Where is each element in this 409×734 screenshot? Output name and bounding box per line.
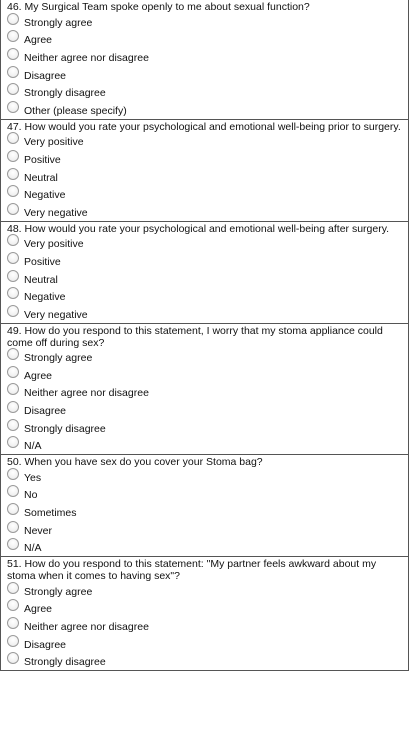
answer-option[interactable] — [1, 419, 408, 437]
radio-button-icon[interactable] — [7, 66, 19, 78]
answer-option[interactable] — [1, 366, 408, 384]
question-text: 49. How do you respond to this statement, I worry that my stoma appliance could come off during sex? — [7, 324, 383, 349]
answer-option-label: Strongly agree — [24, 585, 93, 598]
answer-option-label: Neither agree nor disagree — [24, 387, 149, 400]
question-text: 51. How do you respond to this statement: "My partner feels awkward about my stoma when it comes to having sex"? — [7, 558, 377, 583]
answer-option[interactable] — [1, 617, 408, 635]
answer-option[interactable] — [1, 185, 408, 203]
question-text: 46. My Surgical Team spoke openly to me about sexual function? — [7, 1, 310, 13]
radio-button-icon[interactable] — [7, 366, 19, 378]
radio-button-icon[interactable] — [7, 617, 19, 629]
radio-button-icon[interactable] — [7, 48, 19, 60]
radio-button-icon[interactable] — [7, 13, 19, 25]
answer-option[interactable] — [1, 521, 408, 539]
answer-option-label: Strongly disagree — [24, 87, 106, 100]
answer-option-label: Agree — [24, 603, 53, 616]
answer-option[interactable] — [1, 652, 408, 670]
answer-option-label: Very negative — [24, 308, 88, 321]
answer-option-label: N/A — [24, 440, 42, 453]
answer-option-label: Disagree — [24, 638, 67, 651]
answer-option-label: Agree — [24, 34, 53, 47]
answer-option[interactable] — [1, 168, 408, 186]
radio-button-icon[interactable] — [7, 185, 19, 197]
answer-option-label: Positive — [24, 153, 61, 166]
question-block-47 — [0, 120, 409, 222]
answer-option-label: Agree — [24, 369, 53, 382]
question-block-50 — [0, 455, 409, 557]
answer-option[interactable] — [1, 436, 408, 454]
answer-option-label: Neutral — [24, 171, 58, 184]
answer-option-label: No — [24, 489, 38, 502]
answer-option-label: Disagree — [24, 405, 67, 418]
radio-button-icon[interactable] — [7, 419, 19, 431]
radio-button-icon[interactable] — [7, 168, 19, 180]
answer-option[interactable] — [1, 13, 408, 31]
answer-option[interactable] — [1, 150, 408, 168]
answer-option[interactable] — [1, 305, 408, 323]
radio-button-icon[interactable] — [7, 234, 19, 246]
answer-option[interactable] — [1, 538, 408, 556]
radio-button-icon[interactable] — [7, 287, 19, 299]
radio-button-icon[interactable] — [7, 401, 19, 413]
answer-option[interactable] — [1, 31, 408, 49]
answer-option[interactable] — [1, 270, 408, 288]
answer-option-label: Strongly disagree — [24, 656, 106, 669]
answer-option-label: Positive — [24, 255, 61, 268]
radio-button-icon[interactable] — [7, 348, 19, 360]
answer-option-label: Strongly agree — [24, 16, 93, 29]
answer-option[interactable] — [1, 503, 408, 521]
question-block-46 — [0, 0, 409, 120]
answer-option-label: Very positive — [24, 238, 84, 251]
answer-option-label: Neither agree nor disagree — [24, 621, 149, 634]
answer-option[interactable] — [1, 635, 408, 653]
answer-option[interactable] — [1, 48, 408, 66]
radio-button-icon[interactable] — [7, 599, 19, 611]
radio-button-icon[interactable] — [7, 203, 19, 215]
question-block-49 — [0, 324, 409, 456]
answer-option[interactable] — [1, 349, 408, 367]
answer-option-label: N/A — [24, 542, 42, 555]
answer-option[interactable] — [1, 600, 408, 618]
answer-option[interactable] — [1, 468, 408, 486]
answer-option-label: Neither agree nor disagree — [24, 51, 149, 64]
answer-option[interactable] — [1, 203, 408, 221]
answer-option[interactable] — [1, 83, 408, 101]
answer-option-label: Very negative — [24, 206, 88, 219]
answer-option[interactable] — [1, 401, 408, 419]
answer-option[interactable] — [1, 133, 408, 151]
answer-option-label: Yes — [24, 471, 42, 484]
radio-button-icon[interactable] — [7, 485, 19, 497]
question-block-48 — [0, 222, 409, 324]
radio-button-icon[interactable] — [7, 270, 19, 282]
radio-button-icon[interactable] — [7, 252, 19, 264]
answer-option-label: Negative — [24, 189, 66, 202]
radio-button-icon[interactable] — [7, 521, 19, 533]
answer-option[interactable] — [1, 66, 408, 84]
radio-button-icon[interactable] — [7, 503, 19, 515]
answer-option-label: Disagree — [24, 69, 67, 82]
answer-option[interactable] — [1, 101, 408, 119]
answer-option[interactable] — [1, 582, 408, 600]
answer-option[interactable] — [1, 287, 408, 305]
answer-option-label: Strongly agree — [24, 352, 93, 365]
radio-button-icon[interactable] — [7, 436, 19, 448]
radio-button-icon[interactable] — [7, 652, 19, 664]
radio-button-icon[interactable] — [7, 83, 19, 95]
radio-button-icon[interactable] — [7, 150, 19, 162]
answer-option-label: Neutral — [24, 273, 58, 286]
radio-button-icon[interactable] — [7, 635, 19, 647]
question-block-51 — [0, 557, 409, 671]
answer-option-label: Other (please specify) — [24, 104, 127, 117]
radio-button-icon[interactable] — [7, 30, 19, 42]
radio-button-icon[interactable] — [7, 582, 19, 594]
question-text: 50. When you have sex do you cover your Stoma bag? — [7, 456, 263, 469]
question-text: 48. How would you rate your psychological and emotional well-being after surgery. — [7, 222, 390, 235]
answer-option[interactable] — [1, 384, 408, 402]
answer-option-label: Never — [24, 524, 53, 537]
answer-option[interactable] — [1, 486, 408, 504]
radio-button-icon[interactable] — [7, 468, 19, 480]
radio-button-icon[interactable] — [7, 538, 19, 550]
radio-button-icon[interactable] — [7, 101, 19, 113]
answer-option-label: Sometimes — [24, 507, 77, 520]
answer-option[interactable] — [1, 252, 408, 270]
question-text: 47. How would you rate your psychological and emotional well-being prior to surgery. — [7, 120, 401, 133]
answer-option-label: Negative — [24, 291, 66, 304]
radio-button-icon[interactable] — [7, 305, 19, 317]
radio-button-icon[interactable] — [7, 383, 19, 395]
answer-option-label: Strongly disagree — [24, 422, 106, 435]
answer-option[interactable] — [1, 235, 408, 253]
answer-option-label: Very positive — [24, 136, 84, 149]
radio-button-icon[interactable] — [7, 132, 19, 144]
